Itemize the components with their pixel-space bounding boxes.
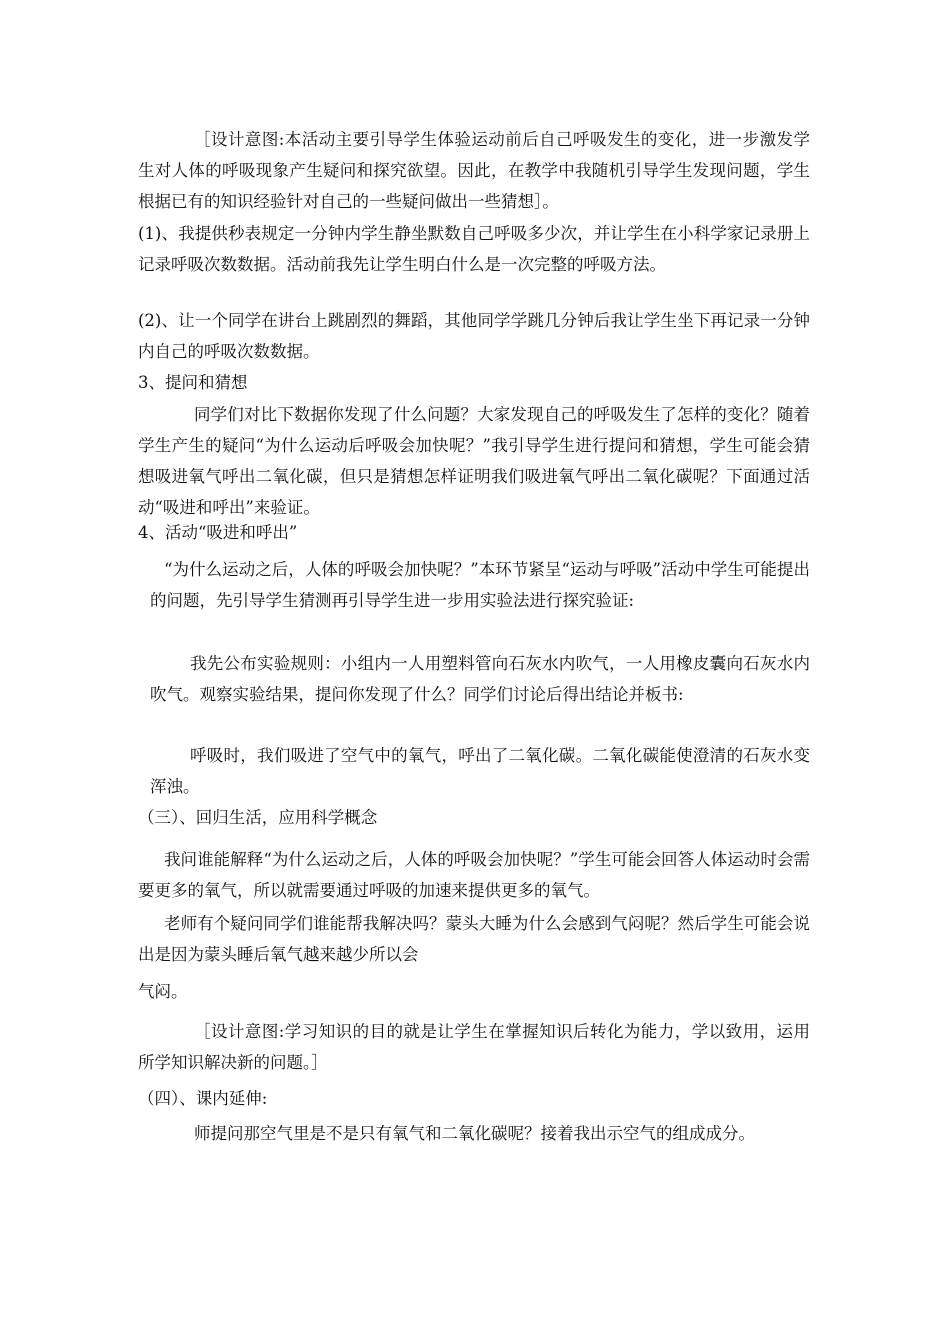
extension-paragraph: 师提问那空气里是不是只有氧气和二氧化碳呢？接着我出示空气的组成成分。 bbox=[194, 1124, 755, 1143]
conclusion-paragraph: 呼吸时，我们吸进了空气中的氧气，呼出了二氧化碳。二氧化碳能使澄清的石灰水变浑浊。 bbox=[150, 746, 810, 796]
step-2-paragraph: (2)、让一个同学在讲台上跳剧烈的舞蹈，其他同学学跳几分钟后我让学生坐下再记录一分钟内自己的呼吸次数数据。 bbox=[138, 311, 810, 361]
section-four-heading: （四）、课内延伸: bbox=[138, 1089, 268, 1108]
activity-intro-paragraph: “为什么运动之后，人体的呼吸会加快呢？”本环节紧呈“运动与呼吸”活动中学生可能提出的问题，先引导学生猜测再引导学生进一步用实验法进行探究验证: bbox=[150, 560, 810, 610]
section-three-heading: （三）、回归生活，应用科学概念 bbox=[138, 808, 378, 827]
step-1-paragraph: (1)、我提供秒表规定一分钟内学生静坐默数自己呼吸多少次，并让学生在小科学家记录册上记录呼吸次数数据。活动前我先让学生明白什么是一次完整的呼吸方法。 bbox=[138, 224, 810, 274]
experiment-rules-paragraph: 我先公布实验规则：小组内一人用塑料管向石灰水内吹气，一人用橡皮囊向石灰水内吹气。观察实验结果，提问你发现了什么？同学们讨论后得出结论并板书: bbox=[150, 654, 810, 704]
section-3-heading: 3、提问和猜想 bbox=[138, 373, 248, 392]
design-intent-paragraph-1: ［设计意图:本活动主要引导学生体验运动前后自己呼吸发生的变化，进一步激发学生对人体的呼吸现象产生疑问和探究欲望。因此，在教学中我随机引导学生发现问题，学生根据已有的知识经验针对自己的一些疑问做出一些猜想］。 bbox=[138, 130, 810, 211]
teacher-question-paragraph: 老师有个疑问同学们谁能帮我解决吗？蒙头大睡为什么会感到气闷呢？然后学生可能会说出是因为蒙头睡后氧气越来越少所以会 bbox=[138, 914, 810, 964]
section-4-heading: 4、活动“吸进和呼出” bbox=[138, 523, 298, 542]
question-guess-paragraph: 同学们对比下数据你发现了什么问题？大家发现自己的呼吸发生了怎样的变化？随着学生产生的疑问“为什么运动后呼吸会加快呢？”我引导学生进行提问和猜想，学生可能会猜想吸进氧气呼出二氧化碳，但只是猜想怎样证明我们吸进氧气呼出二氧化碳呢？下面通过活动“吸进和呼出”来验证。 bbox=[138, 405, 810, 517]
explanation-paragraph: 我问谁能解释“为什么运动之后，人体的呼吸会加快呢？”学生可能会回答人体运动时会需要更多的氧气，所以就需要通过呼吸的加速来提供更多的氧气。 bbox=[138, 850, 810, 900]
design-intent-paragraph-2: ［设计意图:学习知识的目的就是让学生在掌握知识后转化为能力，学以致用，运用所学知识解决新的问题。］ bbox=[138, 1022, 810, 1072]
stuffy-text: 气闷。 bbox=[138, 982, 188, 1001]
